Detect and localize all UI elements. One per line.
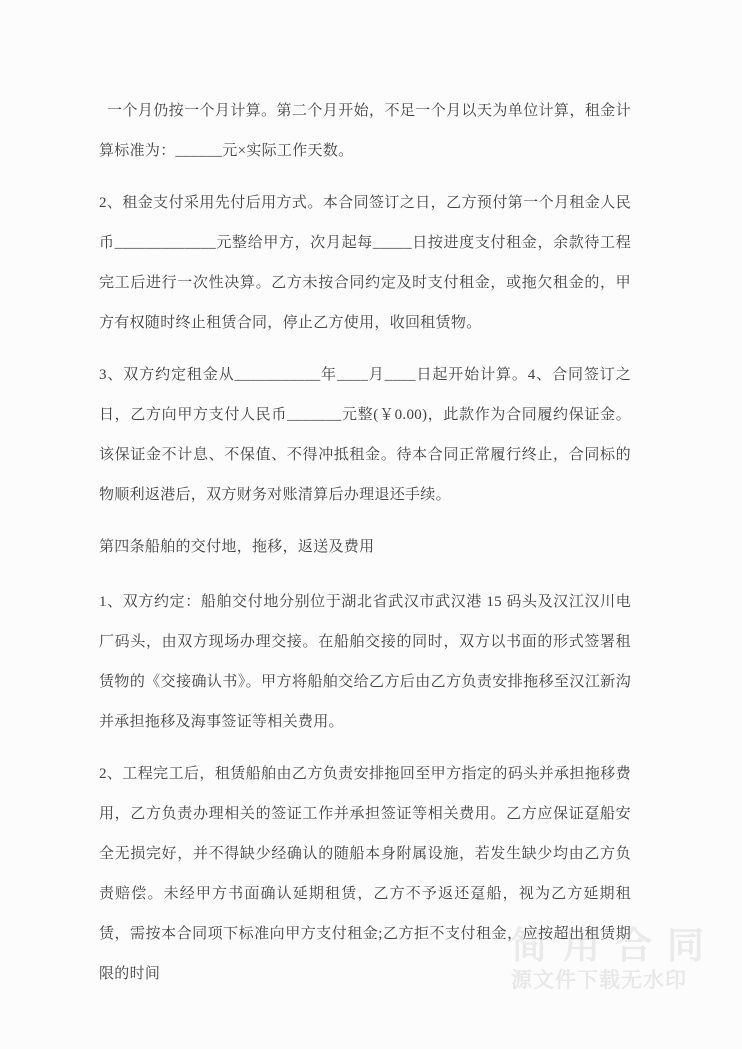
- paragraph-ship-return-and-fees: 2、工程完工后，租赁船舶由乙方负责安排拖回至甲方指定的码头并承担拖移费用，乙方负责办理相关的签证工作并承担签证等相关费用。乙方应保证趸船安全无损完好，并不得缺少经确认的随船本身附属设施，若发生缺少均由乙方负责赔偿。未经甲方书面确认延期租赁，乙方不予返还趸船，视为乙方延期租赁，需按本合同项下标准向甲方支付租金;乙方拒不支付租金，应按超出租赁期限的时间: [99, 766, 631, 982]
- section-heading-article-4: 第四条船舶的交付地，拖移，返送及费用: [99, 539, 375, 555]
- paragraph-rent-calculation-continuation: 一个月仍按一个月计算。第二个月开始，不足一个月以天为单位计算，租金计算标准为：______元×实际工作天数。: [99, 103, 631, 159]
- watermark-subtitle: 源文件下载无水印: [511, 969, 687, 992]
- paragraph-rent-payment-terms: 2、租金支付采用先付后用方式。本合同签订之日，乙方预付第一个月租金人民币_____________元整给甲方，次月起每_____日按进度支付租金，余款待工程完工后进行一次性决算。乙方未按合同约定及时支付租金，或拖欠租金的，甲方有权随时终止租赁合同，停止乙方使用，收回租赁物。: [99, 195, 631, 331]
- contract-body: [99, 91, 631, 994]
- watermark-title: 简用合同: [511, 925, 719, 966]
- paragraph-rent-start-and-deposit: 3、双方约定租金从___________年____月____日起开始计算。4、合同签订之日，乙方向甲方支付人民币_______元整(￥0.00)，此款作为合同履约保证金。该保证金不计息、不保值、不得冲抵租金。待本合同正常履行终止，合同标的物顺利返港后，双方财务对账清算后办理退还手续。: [99, 367, 631, 503]
- paragraph-ship-delivery-location: 1、双方约定：船舶交付地分别位于湖北省武汉市武汉港 15 码头及汉江汉川电厂码头，由双方现场办理交接。在船舶交接的同时，双方以书面的形式签署租赁物的《交接确认书》。甲方将船舶交给乙方后由乙方负责安排拖移至汉江新沟并承担拖移及海事签证等相关费用。: [99, 594, 631, 730]
